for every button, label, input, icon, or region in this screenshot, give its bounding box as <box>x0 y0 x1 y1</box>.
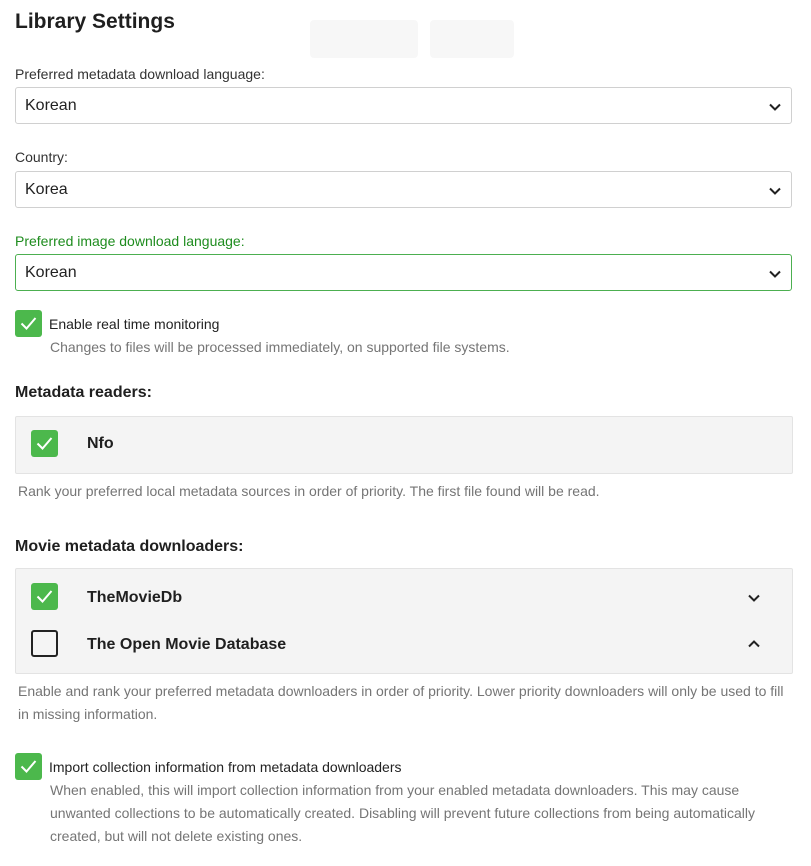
metadata-readers-help: Rank your preferred local metadata sources in order of priority. The first file found will be read. <box>18 483 600 499</box>
country-value: Korea <box>25 181 68 198</box>
metadata-language-label: Preferred metadata download language: <box>15 66 265 82</box>
realtime-monitoring-checkbox[interactable] <box>15 310 42 337</box>
omdb-checkbox[interactable] <box>31 630 58 657</box>
country-select[interactable] <box>15 171 792 208</box>
image-language-value: Korean <box>25 264 77 281</box>
omdb-label: The Open Movie Database <box>87 636 287 653</box>
movie-downloaders-list <box>15 568 793 674</box>
move-up-chevron-icon[interactable] <box>747 637 761 651</box>
realtime-monitoring-label: Enable real time monitoring <box>49 316 220 332</box>
import-collections-label: Import collection information from metadata downloaders <box>49 759 402 775</box>
checkmark-icon <box>20 316 37 331</box>
metadata-language-value: Korean <box>25 97 77 114</box>
image-language-select[interactable] <box>15 254 792 291</box>
move-down-chevron-icon[interactable] <box>747 591 761 605</box>
country-label: Country: <box>15 149 68 165</box>
chevron-down-icon <box>768 267 782 281</box>
faded-header-button <box>310 20 418 58</box>
import-collections-help: When enabled, this will import collection information from your enabled metadata downloaders. This may cause unwanted collections to be automatically created. Disabling will prevent future collections from being automatically created, but will not delete existing ones. <box>50 782 756 844</box>
metadata-language-select[interactable] <box>15 87 792 124</box>
metadata-readers-list <box>15 416 793 474</box>
faded-header-button <box>430 20 514 58</box>
realtime-monitoring-help: Changes to files will be processed immediately, on supported file systems. <box>50 339 510 355</box>
themoviedb-label: TheMovieDb <box>87 589 183 606</box>
nfo-label: Nfo <box>87 435 114 452</box>
checkmark-icon <box>36 436 53 451</box>
chevron-down-icon <box>768 100 782 114</box>
themoviedb-checkbox[interactable] <box>31 583 58 610</box>
movie-downloaders-help: Enable and rank your preferred metadata downloaders in order of priority. Lower priority downloaders will only be used to fill in missing information. <box>18 683 784 722</box>
import-collections-checkbox[interactable] <box>15 753 42 780</box>
nfo-checkbox[interactable] <box>31 430 58 457</box>
metadata-readers-heading: Metadata readers: <box>15 384 152 401</box>
checkmark-icon <box>36 589 53 604</box>
image-language-label: Preferred image download language: <box>15 233 245 249</box>
chevron-down-icon <box>768 184 782 198</box>
page-title: Library Settings <box>15 10 175 33</box>
checkmark-icon <box>20 759 37 774</box>
movie-downloaders-heading: Movie metadata downloaders: <box>15 538 244 555</box>
